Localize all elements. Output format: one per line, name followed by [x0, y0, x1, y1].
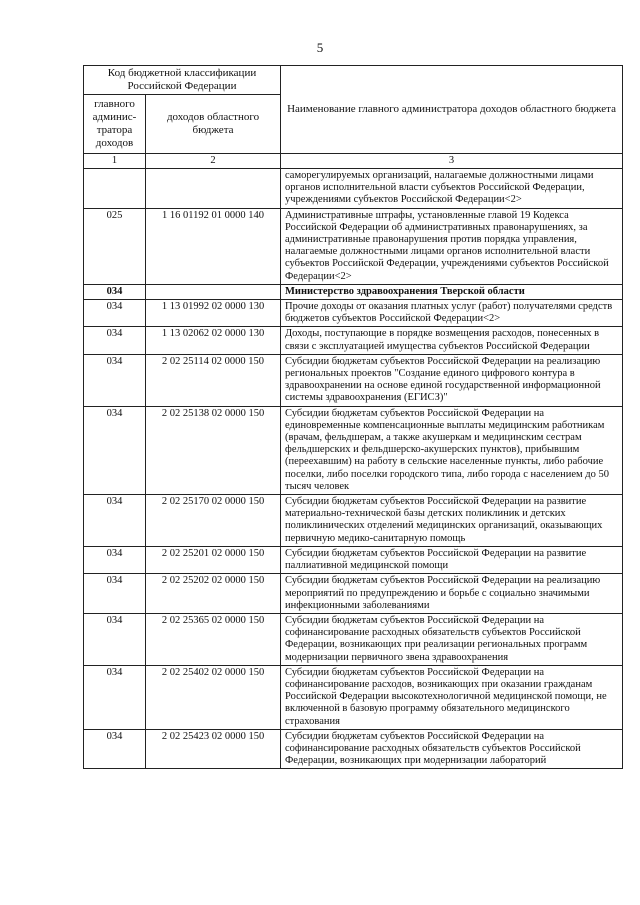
- table-row: [84, 284, 623, 299]
- income-code-cell: 2 02 25114 02 0000 150: [146, 354, 281, 406]
- table-row: [84, 406, 623, 494]
- budget-code-table: [83, 65, 623, 769]
- table-row: [84, 300, 623, 327]
- table-row: [84, 665, 623, 729]
- header-code-column: доходов областного бюджета: [146, 95, 281, 154]
- income-code-cell: 2 02 25201 02 0000 150: [146, 546, 281, 573]
- admin-code-cell: 034: [84, 300, 146, 327]
- income-code-cell: 1 16 01192 01 0000 140: [146, 208, 281, 284]
- name-cell: Субсидии бюджетам субъектов Российской Федерации на софинансирование расходных обязательств субъектов Российской Федерации, возникающих при модернизации лабораторий: [281, 729, 623, 769]
- table-row: [84, 729, 623, 769]
- name-cell: Административные штрафы, установленные главой 19 Кодекса Российской Федерации об административных правонарушениях, за административные правонарушения против порядка управления, налагаемые должностными лицами органов исполнительной власти субъектов Российской Федерации, учреждениями субъектов Российской Федерации<2>: [281, 208, 623, 284]
- column-number-3: 3: [281, 154, 623, 169]
- admin-code-cell: 034: [84, 327, 146, 354]
- income-code-cell: 2 02 25138 02 0000 150: [146, 406, 281, 494]
- income-code-cell: 2 02 25365 02 0000 150: [146, 613, 281, 665]
- admin-code-cell: 034: [84, 546, 146, 573]
- name-cell: Субсидии бюджетам субъектов Российской Федерации на софинансирование расходных обязательств субъектов Российской Федерации, возникающих при реализации региональных программ модернизации первичного звена здравоохранения: [281, 613, 623, 665]
- name-cell: Субсидии бюджетам субъектов Российской Федерации на софинансирование расходов, возникающих при оказании гражданам Российской Федерации высокотехнологичной медицинской помощи, не включенной в базовую программу обязательного медицинского страхования: [281, 665, 623, 729]
- column-number-2: 2: [146, 154, 281, 169]
- name-cell: саморегулируемых организаций, налагаемые должностными лицами органов исполнительной власти субъектов Российской Федерации, учреждениями субъектов Российской Федерации<2>: [281, 169, 623, 209]
- income-code-cell: 1 13 01992 02 0000 130: [146, 300, 281, 327]
- admin-code-cell: 034: [84, 284, 146, 299]
- column-numbers-row: [84, 154, 623, 169]
- income-code-cell: [146, 284, 281, 299]
- income-code-cell: [146, 169, 281, 209]
- name-cell: Субсидии бюджетам субъектов Российской Федерации на реализацию региональных проектов "Создание единого цифрового контура в здравоохранении на основе единой государственной информационной системы здравоохранения (ЕГИСЗ)": [281, 354, 623, 406]
- table-row: [84, 613, 623, 665]
- admin-code-cell: 034: [84, 406, 146, 494]
- column-number-1: 1: [84, 154, 146, 169]
- header-row-1: [84, 66, 623, 95]
- income-code-cell: 2 02 25170 02 0000 150: [146, 495, 281, 547]
- income-code-cell: 2 02 25423 02 0000 150: [146, 729, 281, 769]
- admin-code-cell: 034: [84, 354, 146, 406]
- name-cell: Субсидии бюджетам субъектов Российской Федерации на единовременные компенсационные выплаты медицинским работникам (врачам, фельдшерам, а также акушеркам и медицинским сестрам фельдшерских и фельдшерско-акушерских пунктов), прибывшим (переехавшим) на работу в сельские населенные пункты, либо рабочие поселки, либо поселки городского типа, либо города с населением до 50 тысяч человек: [281, 406, 623, 494]
- admin-code-cell: 034: [84, 665, 146, 729]
- admin-code-cell: 025: [84, 208, 146, 284]
- table-row: [84, 546, 623, 573]
- admin-code-cell: [84, 169, 146, 209]
- header-name-column: Наименование главного администратора доходов областного бюджета: [281, 66, 623, 154]
- income-code-cell: 2 02 25202 02 0000 150: [146, 574, 281, 614]
- admin-code-cell: 034: [84, 495, 146, 547]
- name-cell: Субсидии бюджетам субъектов Российской Федерации на реализацию мероприятий по предупреждению и борьбе с социально значимыми инфекционными заболеваниями: [281, 574, 623, 614]
- table-row: [84, 327, 623, 354]
- income-code-cell: 2 02 25402 02 0000 150: [146, 665, 281, 729]
- name-cell: Субсидии бюджетам субъектов Российской Федерации на развитие материально-технической базы детских поликлиник и детских поликлинических отделений медицинских организаций, оказывающих первичную медико-санитарную помощь: [281, 495, 623, 547]
- table-row: [84, 574, 623, 614]
- income-code-cell: 1 13 02062 02 0000 130: [146, 327, 281, 354]
- admin-code-cell: 034: [84, 574, 146, 614]
- name-cell: Министерство здравоохранения Тверской области: [281, 284, 623, 299]
- table-row: [84, 169, 623, 209]
- table-row: [84, 208, 623, 284]
- table-row: [84, 354, 623, 406]
- name-cell: Прочие доходы от оказания платных услуг (работ) получателями средств бюджетов субъектов Российской Федерации<2>: [281, 300, 623, 327]
- table-row: [84, 495, 623, 547]
- header-group-title: Код бюджетной классификации Российской Федерации: [84, 66, 281, 95]
- name-cell: Субсидии бюджетам субъектов Российской Федерации на развитие паллиативной медицинской помощи: [281, 546, 623, 573]
- admin-code-cell: 034: [84, 613, 146, 665]
- name-cell: Доходы, поступающие в порядке возмещения расходов, понесенных в связи с эксплуатацией имущества субъектов Российской Федерации: [281, 327, 623, 354]
- header-admin-column: главного админис-тратора доходов: [84, 95, 146, 154]
- admin-code-cell: 034: [84, 729, 146, 769]
- page-number: 5: [316, 40, 324, 55]
